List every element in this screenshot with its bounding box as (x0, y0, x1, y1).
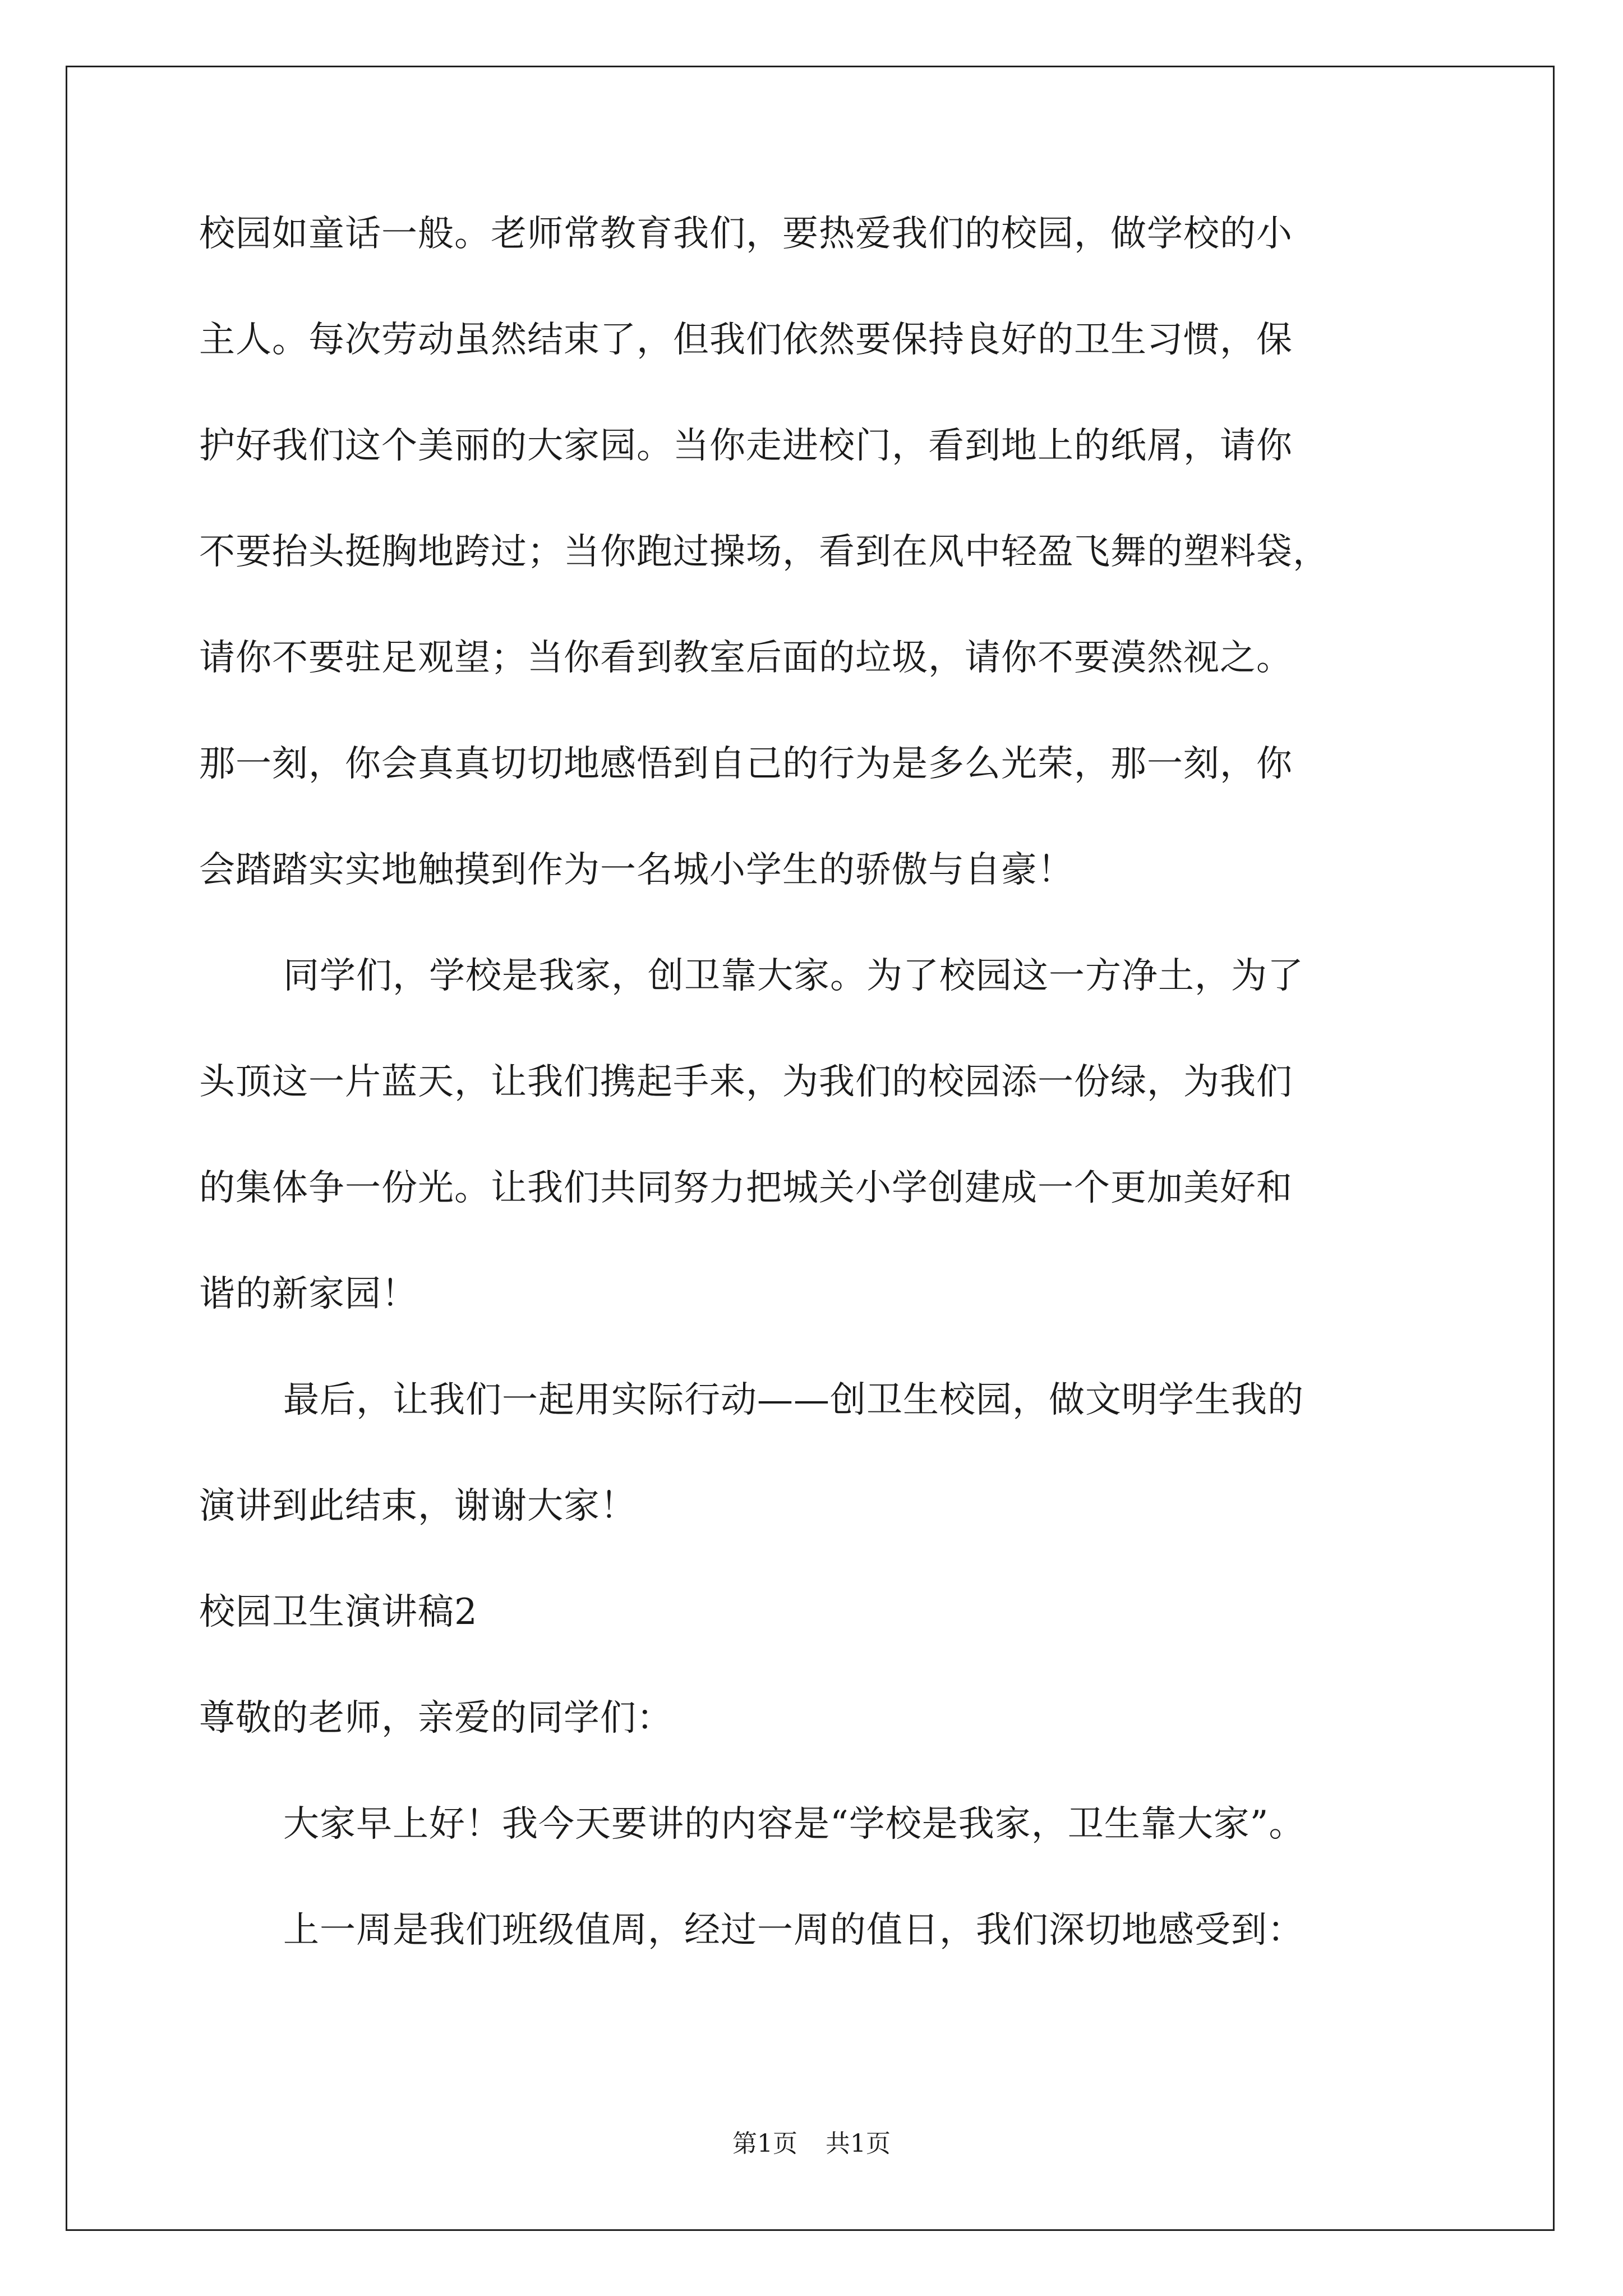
text-line: 护好我们这个美丽的大家园。当你走进校门，看到地上的纸屑，请你 (199, 425, 1293, 467)
text-line: 谐的新家园！ (199, 1273, 418, 1315)
text-line: 主人。每次劳动虽然结束了，但我们依然要保持良好的卫生习惯，保 (199, 319, 1293, 361)
text-line: 不要抬头挺胸地跨过；当你跑过操场，看到在风中轻盈飞舞的塑料袋， (199, 531, 1329, 573)
text-line: 演讲到此结束，谢谢大家！ (199, 1485, 637, 1527)
paragraph-first-line: 最后，让我们一起用实际行动——创卫生校园，做文明学生我的 (283, 1379, 1304, 1421)
salutation: 尊敬的老师，亲爱的同学们： (199, 1697, 673, 1739)
section-heading: 校园卫生演讲稿2 (199, 1591, 478, 1633)
paragraph-first-line: 大家早上好！我今天要讲的内容是“学校是我家，卫生靠大家”。 (283, 1803, 1306, 1845)
page-footer (0, 2129, 1623, 2158)
document-body (199, 213, 1433, 2018)
paragraph-first-line: 上一周是我们班级值周，经过一周的值日，我们深切地感受到： (283, 1910, 1304, 1951)
page-total: 共1页 (826, 2129, 891, 2158)
text-line: 的集体争一份光。让我们共同努力把城关小学创建成一个更加美好和 (199, 1167, 1293, 1209)
page-number: 第1页 (732, 2129, 797, 2158)
text-line: 请你不要驻足观望；当你看到教室后面的垃圾，请你不要漠然视之。 (199, 637, 1293, 679)
text-line: 头顶这一片蓝天，让我们携起手来，为我们的校园添一份绿，为我们 (199, 1061, 1293, 1103)
text-line: 会踏踏实实地触摸到作为一名城小学生的骄傲与自豪！ (199, 849, 1074, 891)
text-line: 校园如童话一般。老师常教育我们，要热爱我们的校园，做学校的小 (199, 213, 1293, 255)
paragraph-first-line: 同学们，学校是我家，创卫靠大家。为了校园这一方净土，为了 (283, 955, 1304, 997)
text-line: 那一刻，你会真真切切地感悟到自己的行为是多么光荣，那一刻，你 (199, 743, 1293, 785)
